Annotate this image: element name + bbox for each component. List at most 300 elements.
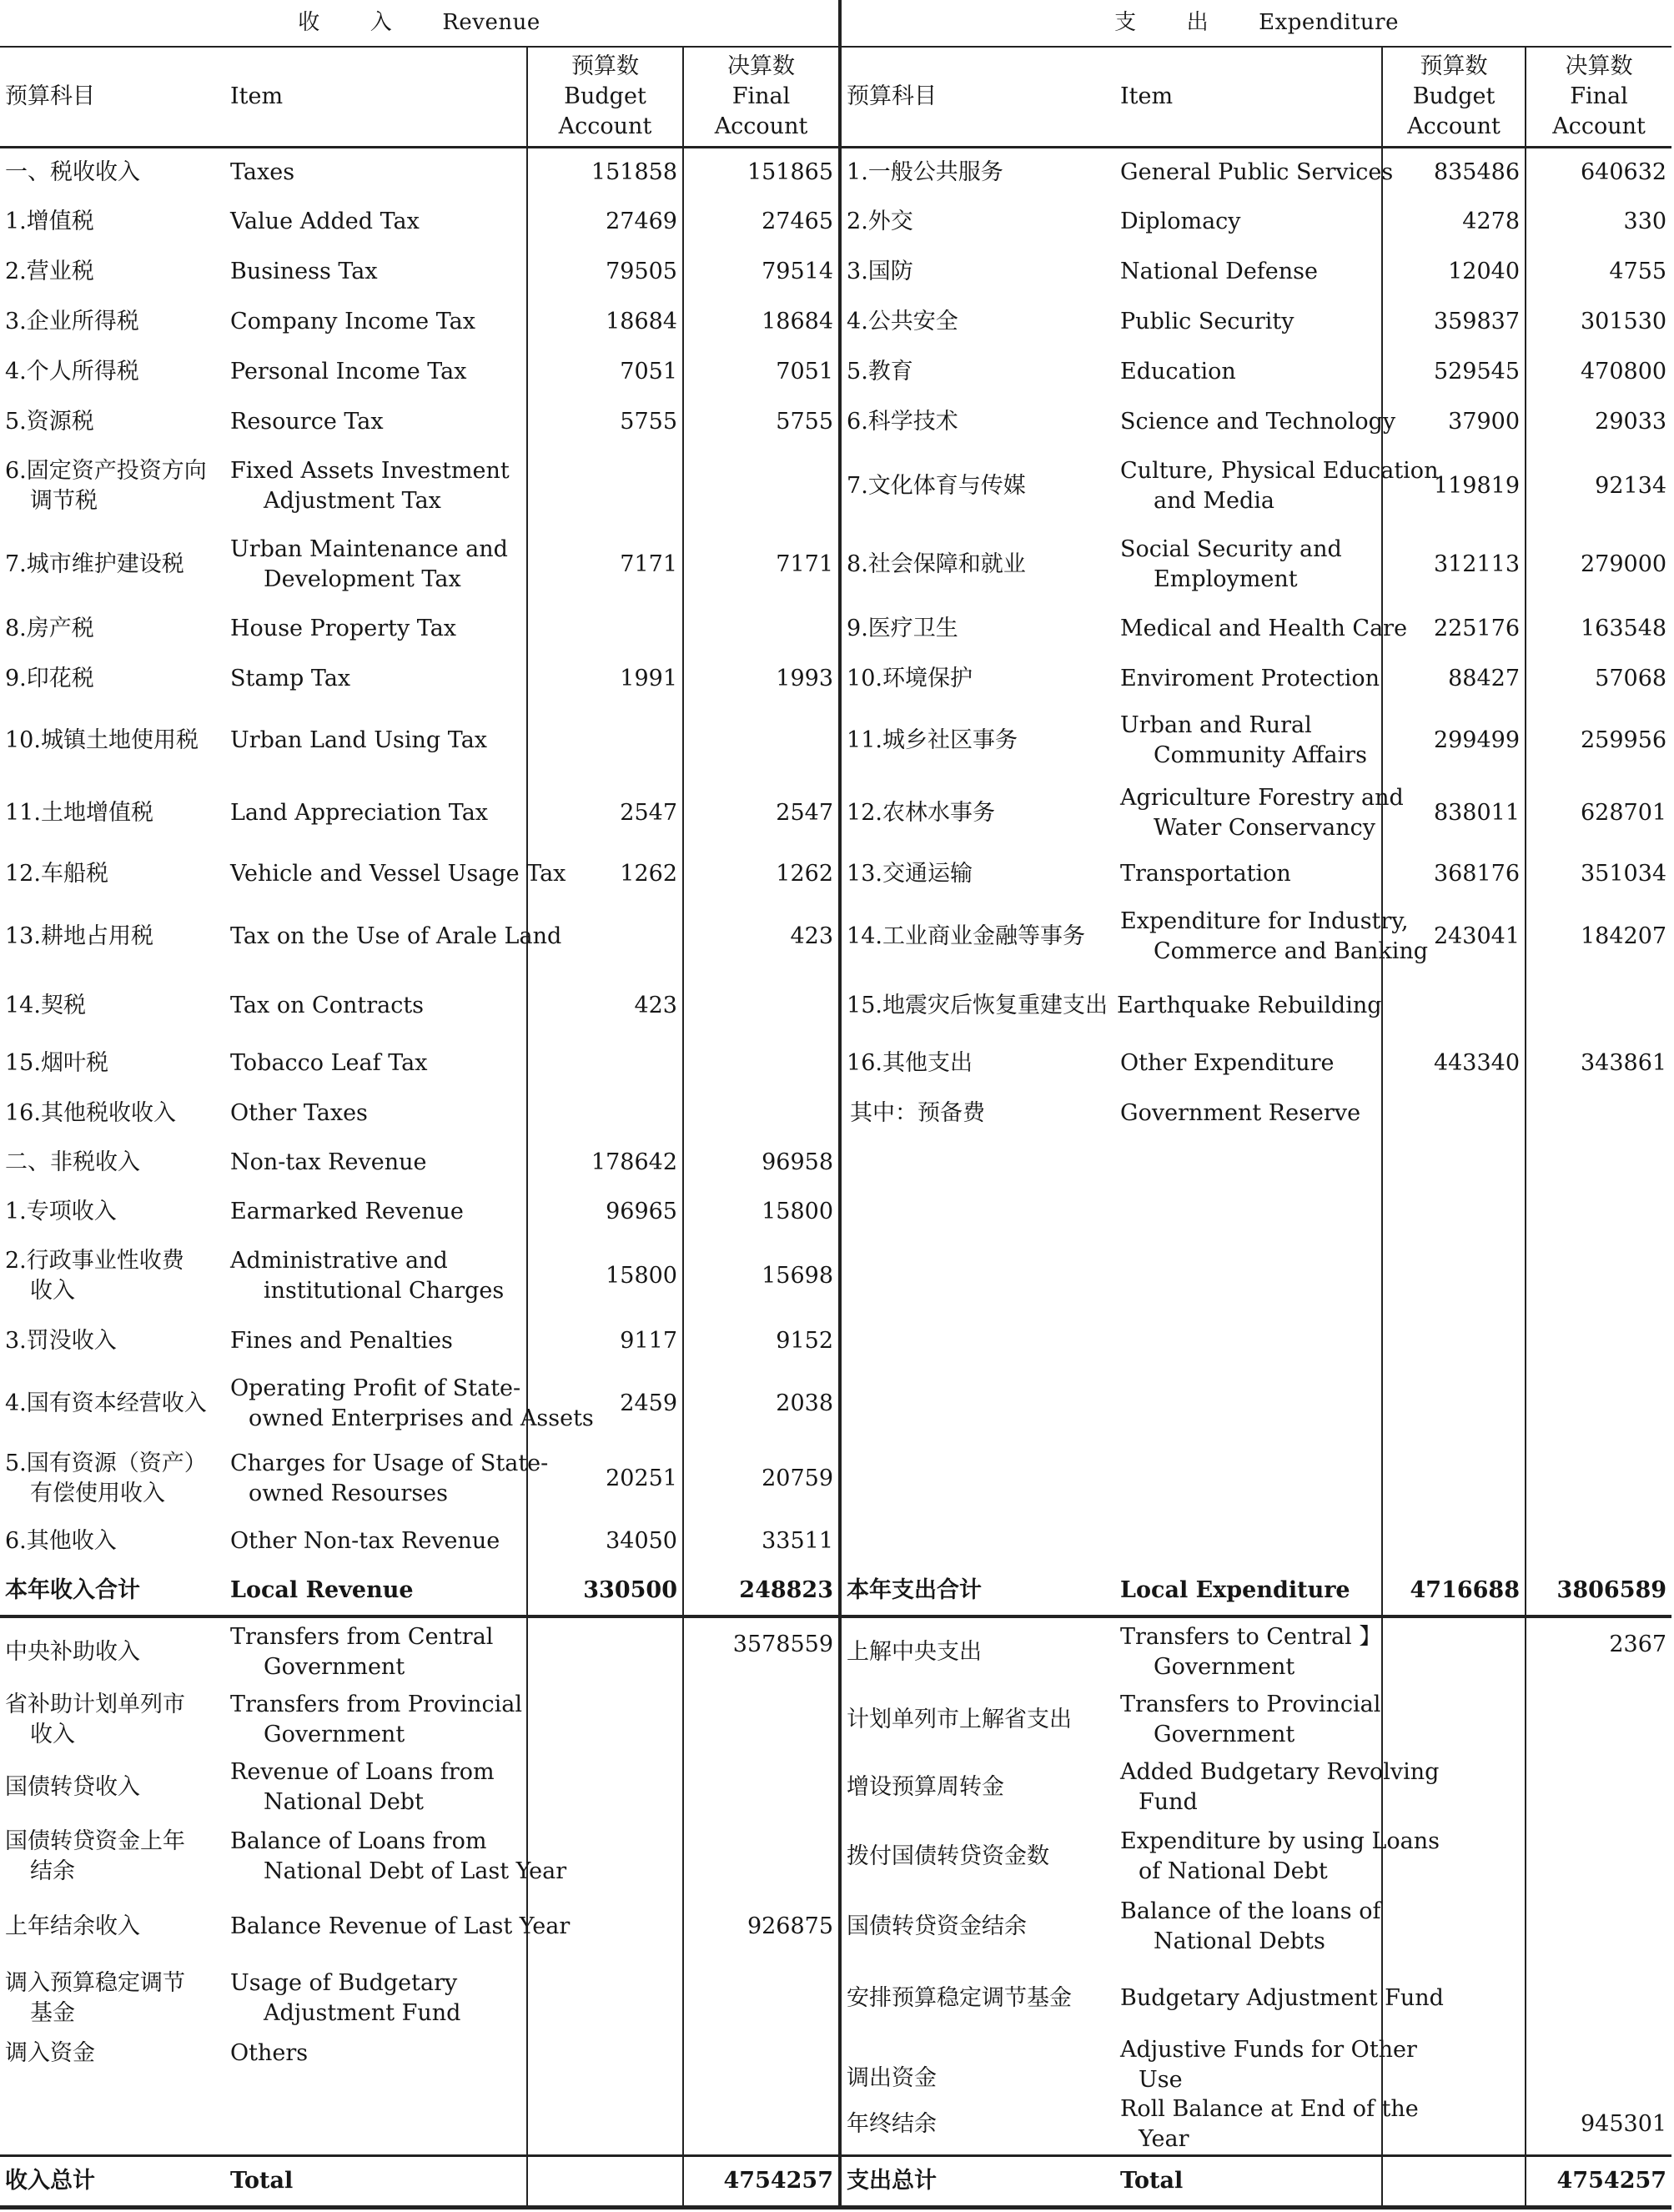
expenditure-item: Education xyxy=(1120,359,1236,385)
revenue-subject: 1.增值税 xyxy=(5,209,94,235)
expenditure-budget: 835486 xyxy=(1382,147,1526,197)
revenue-final: 423 xyxy=(683,899,840,974)
revenue-subject: 5.资源税 xyxy=(5,409,94,435)
expenditure-final: 163548 xyxy=(1526,604,1671,654)
expenditure-cn-char-2: 出 xyxy=(1186,10,1209,36)
revenue-budget: 151858 xyxy=(527,147,683,197)
revenue-final: 79514 xyxy=(683,247,840,297)
revenue-budget: 1991 xyxy=(527,654,683,704)
expenditure-final xyxy=(1526,1366,1671,1441)
expenditure-item: Medical and Health Care xyxy=(1120,616,1408,642)
revenue-final xyxy=(683,604,840,654)
expenditure-cn-char-1: 支 xyxy=(1114,10,1137,36)
revenue-subject: 5.国有资源（资产） 有偿使用收入 xyxy=(5,1450,207,1506)
revenue-final xyxy=(683,1962,840,2035)
expenditure-final: 29033 xyxy=(1526,397,1671,447)
table-row xyxy=(0,147,1671,197)
revenue-subject: 10.城镇土地使用税 xyxy=(5,727,199,754)
expenditure-subject: 支出总计 xyxy=(840,2155,1115,2207)
revenue-final xyxy=(683,704,840,777)
expenditure-final xyxy=(1526,1687,1671,1753)
revenue-item: Urban Maintenance and Development Tax xyxy=(230,536,508,592)
expenditure-subject xyxy=(840,1188,1115,1236)
column-header-row xyxy=(0,47,1671,147)
revenue-cn-char-1: 收 xyxy=(298,10,320,36)
expenditure-budget xyxy=(1382,1138,1526,1188)
revenue-budget: 1262 xyxy=(527,849,683,899)
expenditure-budget xyxy=(1382,1516,1526,1566)
table-row xyxy=(0,1089,1671,1138)
revenue-item: Charges for Usage of State- owned Resourses xyxy=(230,1450,549,1506)
expenditure-subject: 8.社会保障和就业 xyxy=(840,525,1115,604)
revenue-budget: 20251 xyxy=(527,1441,683,1516)
expenditure-final: 279000 xyxy=(1526,525,1671,604)
expenditure-item: National Defense xyxy=(1120,259,1319,285)
table-row xyxy=(0,777,1671,849)
col-item-en: Item xyxy=(225,47,527,147)
expenditure-item xyxy=(1115,1236,1382,1316)
expenditure-en-title: Expenditure xyxy=(1259,10,1399,36)
revenue-item xyxy=(225,2094,527,2155)
revenue-budget xyxy=(527,1962,683,2035)
revenue-subject: 收入总计 xyxy=(0,2155,225,2207)
revenue-item: Usage of Budgetary Adjustment Fund xyxy=(230,1970,461,2026)
revenue-final xyxy=(683,1089,840,1138)
expenditure-budget xyxy=(1382,974,1526,1038)
revenue-item: Others xyxy=(230,2040,309,2066)
expenditure-final xyxy=(1526,1236,1671,1316)
expenditure-subject: 7.文化体育与传媒 xyxy=(840,447,1115,525)
expenditure-item: Public Security xyxy=(1120,309,1294,335)
expenditure-item: Balance of the loans of National Debts xyxy=(1120,1898,1381,1954)
revenue-budget: 96965 xyxy=(527,1188,683,1236)
expenditure-item xyxy=(1115,1138,1382,1188)
revenue-final: 9152 xyxy=(683,1316,840,1366)
revenue-final: 151865 xyxy=(683,147,840,197)
expenditure-item: Transfers to Central 】 Government xyxy=(1115,1616,1382,1687)
revenue-subject: 4.个人所得税 xyxy=(5,359,139,385)
revenue-final: 27465 xyxy=(683,197,840,247)
revenue-subject: 7.城市维护建设税 xyxy=(5,551,184,578)
revenue-budget: 7051 xyxy=(527,347,683,397)
expenditure-final xyxy=(1526,1316,1671,1366)
expenditure-subject: 计划单列市上解省支出 xyxy=(840,1687,1115,1753)
revenue-item: Land Appreciation Tax xyxy=(230,800,489,827)
revenue-subject: 12.车船税 xyxy=(5,861,108,887)
revenue-budget xyxy=(527,1687,683,1753)
expenditure-budget: 368176 xyxy=(1382,849,1526,899)
table-row xyxy=(0,1038,1671,1089)
table-row xyxy=(0,1441,1671,1516)
expenditure-subject: 15.地震灾后恢复重建支出 xyxy=(840,974,1115,1038)
expenditure-item: Social Security and Employment xyxy=(1120,536,1342,592)
revenue-final: 1262 xyxy=(683,849,840,899)
expenditure-budget xyxy=(1382,1316,1526,1366)
revenue-subject: 二、非税收入 xyxy=(5,1149,140,1176)
expenditure-subject xyxy=(840,1366,1115,1441)
expenditure-subject xyxy=(840,1316,1115,1366)
expenditure-item: Local Expenditure xyxy=(1120,1577,1350,1604)
expenditure-item: Transfers to Provincial Government xyxy=(1120,1692,1381,1747)
revenue-subject: 15.烟叶税 xyxy=(5,1050,108,1077)
expenditure-final: 640632 xyxy=(1526,147,1671,197)
expenditure-item xyxy=(1115,1441,1382,1516)
revenue-item: Other Non-tax Revenue xyxy=(230,1528,500,1555)
expenditure-item: Government Reserve xyxy=(1120,1100,1361,1127)
revenue-budget: 330500 xyxy=(527,1566,683,1616)
revenue-final: 3578559 xyxy=(683,1616,840,1687)
table-row xyxy=(0,447,1671,525)
revenue-item: Operating Profit of State- owned Enterprises and Assets xyxy=(230,1375,594,1431)
expenditure-final xyxy=(1526,974,1671,1038)
revenue-subject: 国债转贷收入 xyxy=(5,1774,140,1801)
revenue-budget: 7171 xyxy=(527,525,683,604)
expenditure-item: Culture, Physical Education and Media xyxy=(1120,458,1439,514)
expenditure-budget: 359837 xyxy=(1382,297,1526,347)
expenditure-subject: 4.公共安全 xyxy=(840,297,1115,347)
expenditure-final: 945301 xyxy=(1526,2094,1671,2155)
expenditure-final xyxy=(1526,2035,1671,2094)
revenue-item: Urban Land Using Tax xyxy=(230,727,488,754)
revenue-item: Balance of Loans from National Debt of Last Year xyxy=(230,1828,567,1884)
expenditure-final: 57068 xyxy=(1526,654,1671,704)
revenue-subject: 调入预算稳定调节 基金 xyxy=(5,1970,185,2026)
revenue-item: Business Tax xyxy=(230,259,378,285)
expenditure-item: Added Budgetary Revolving Fund xyxy=(1120,1759,1440,1815)
expenditure-item xyxy=(1115,1366,1382,1441)
revenue-item: Value Added Tax xyxy=(230,209,420,235)
col-exp-budget: 预算数 Budget Account xyxy=(1382,47,1526,147)
revenue-final: 96958 xyxy=(683,1138,840,1188)
expenditure-subject: 13.交通运输 xyxy=(840,849,1115,899)
transfer-row xyxy=(0,1892,1671,1962)
revenue-en-title: Revenue xyxy=(442,10,540,36)
table-row xyxy=(0,1138,1671,1188)
expenditure-final xyxy=(1526,1516,1671,1566)
expenditure-subject: 12.农林水事务 xyxy=(840,777,1115,849)
expenditure-budget: 12040 xyxy=(1382,247,1526,297)
revenue-item: Tobacco Leaf Tax xyxy=(230,1050,428,1077)
table-row xyxy=(0,899,1671,974)
revenue-subject: 6.固定资产投资方向 调节税 xyxy=(5,458,207,514)
revenue-item: Company Income Tax xyxy=(230,309,475,335)
col-final: 决算数 Final Account xyxy=(683,47,840,147)
revenue-item: Non-tax Revenue xyxy=(230,1149,427,1176)
table-row xyxy=(0,1366,1671,1441)
transfer-row xyxy=(0,1822,1671,1892)
revenue-budget: 2547 xyxy=(527,777,683,849)
revenue-budget: 79505 xyxy=(527,247,683,297)
revenue-item: House Property Tax xyxy=(230,616,457,642)
revenue-budget: 423 xyxy=(527,974,683,1038)
table-row xyxy=(0,525,1671,604)
expenditure-final: 628701 xyxy=(1526,777,1671,849)
expenditure-item: Science and Technology xyxy=(1120,409,1396,435)
expenditure-item: Transportation xyxy=(1120,861,1291,887)
revenue-budget xyxy=(527,2035,683,2094)
expenditure-item: Earthquake Rebuilding xyxy=(1117,993,1382,1019)
table-row xyxy=(0,849,1671,899)
revenue-subject: 3.企业所得税 xyxy=(5,309,139,335)
expenditure-budget xyxy=(1382,1616,1526,1687)
expenditure-budget: 88427 xyxy=(1382,654,1526,704)
expenditure-subject: 调出资金 xyxy=(840,2035,1115,2094)
revenue-item: Transfers from Central Government xyxy=(225,1616,527,1687)
col-budget: 预算数 Budget Account xyxy=(527,47,683,147)
revenue-final xyxy=(683,2035,840,2094)
revenue-final: 248823 xyxy=(683,1566,840,1616)
expenditure-subject: 10.环境保护 xyxy=(840,654,1115,704)
expenditure-subject: 11.城乡社区事务 xyxy=(840,704,1115,777)
table-row xyxy=(0,197,1671,247)
expenditure-final: 470800 xyxy=(1526,347,1671,397)
revenue-subject: 4.国有资本经营收入 xyxy=(5,1390,207,1417)
expenditure-subject xyxy=(840,1441,1115,1516)
revenue-final: 20759 xyxy=(683,1441,840,1516)
expenditure-subject: 1.一般公共服务 xyxy=(840,147,1115,197)
revenue-budget xyxy=(527,1038,683,1089)
table-row xyxy=(0,397,1671,447)
revenue-final xyxy=(683,1687,840,1753)
local-total-row xyxy=(0,1566,1671,1616)
expenditure-section-title xyxy=(840,0,1671,47)
table-row xyxy=(0,1188,1671,1236)
revenue-item: Total xyxy=(225,2155,527,2207)
table-row xyxy=(0,704,1671,777)
revenue-item: Revenue of Loans from National Debt xyxy=(230,1759,495,1815)
expenditure-subject: 增设预算周转金 xyxy=(840,1753,1115,1822)
expenditure-item: Expenditure by using Loans of National Debt xyxy=(1120,1828,1440,1884)
revenue-final xyxy=(683,1753,840,1822)
revenue-subject: 11.土地增值税 xyxy=(5,800,153,827)
revenue-subject: 8.房产税 xyxy=(5,616,94,642)
revenue-subject: 国债转贷资金上年 结余 xyxy=(5,1828,185,1884)
transfer-row xyxy=(0,1753,1671,1822)
revenue-budget xyxy=(527,1616,683,1687)
expenditure-final xyxy=(1526,1892,1671,1962)
revenue-budget: 27469 xyxy=(527,197,683,247)
expenditure-subject: 6.科学技术 xyxy=(840,397,1115,447)
revenue-item: Administrative and institutional Charges xyxy=(230,1248,505,1304)
revenue-item: Vehicle and Vessel Usage Tax xyxy=(230,861,566,887)
revenue-final: 15698 xyxy=(683,1236,840,1316)
revenue-final xyxy=(683,1822,840,1892)
expenditure-item xyxy=(1115,1516,1382,1566)
expenditure-subject: 本年支出合计 xyxy=(840,1566,1115,1616)
expenditure-final xyxy=(1526,1188,1671,1236)
revenue-item: Taxes xyxy=(230,158,295,185)
expenditure-budget: 37900 xyxy=(1382,397,1526,447)
revenue-final: 1993 xyxy=(683,654,840,704)
revenue-budget: 9117 xyxy=(527,1316,683,1366)
revenue-item: Other Taxes xyxy=(230,1100,368,1127)
expenditure-final: 343861 xyxy=(1526,1038,1671,1089)
expenditure-final xyxy=(1526,1753,1671,1822)
revenue-final: 18684 xyxy=(683,297,840,347)
revenue-final: 7051 xyxy=(683,347,840,397)
revenue-final: 15800 xyxy=(683,1188,840,1236)
expenditure-subject: 3.国防 xyxy=(840,247,1115,297)
expenditure-subject: 其中：预备费 xyxy=(840,1089,1115,1138)
expenditure-item: Enviroment Protection xyxy=(1120,666,1380,692)
revenue-subject: 1.专项收入 xyxy=(5,1199,117,1225)
revenue-budget xyxy=(527,1089,683,1138)
revenue-subject: 2.行政事业性收费 收入 xyxy=(5,1248,184,1304)
expenditure-item: Urban and Rural Community Affairs xyxy=(1120,712,1367,768)
revenue-item: Stamp Tax xyxy=(230,666,351,692)
expenditure-budget: 243041 xyxy=(1382,899,1526,974)
expenditure-subject: 年终结余 xyxy=(840,2094,1115,2155)
table-row xyxy=(0,654,1671,704)
expenditure-final: 351034 xyxy=(1526,849,1671,899)
revenue-budget: 5755 xyxy=(527,397,683,447)
expenditure-subject: 上解中央支出 xyxy=(840,1616,1115,1687)
revenue-item: Tax on Contracts xyxy=(230,993,425,1019)
expenditure-final xyxy=(1526,1962,1671,2035)
revenue-item: Personal Income Tax xyxy=(230,359,467,385)
expenditure-budget: 119819 xyxy=(1382,447,1526,525)
expenditure-item xyxy=(1115,1316,1382,1366)
revenue-item: Tax on the Use of Arale Land xyxy=(230,923,562,950)
expenditure-budget: 4716688 xyxy=(1382,1566,1526,1616)
table-row xyxy=(0,347,1671,397)
expenditure-final: 4754257 xyxy=(1526,2155,1671,2207)
revenue-subject: 调入资金 xyxy=(5,2040,95,2066)
revenue-subject: 中央补助收入 xyxy=(0,1616,225,1687)
revenue-item: Earmarked Revenue xyxy=(230,1199,464,1225)
revenue-budget xyxy=(527,1753,683,1822)
expenditure-item: Roll Balance at End of the Year xyxy=(1120,2096,1419,2152)
expenditure-final: 301530 xyxy=(1526,297,1671,347)
revenue-subject: 3.罚没收入 xyxy=(5,1328,117,1355)
expenditure-final xyxy=(1526,1138,1671,1188)
revenue-subject: 省补助计划单列市 收入 xyxy=(5,1692,185,1747)
expenditure-subject xyxy=(840,1236,1115,1316)
revenue-section-title xyxy=(0,0,840,47)
expenditure-item: Expenditure for Industry, Commerce and Banking xyxy=(1120,908,1429,964)
expenditure-subject: 安排预算稳定调节基金 xyxy=(840,1962,1115,2035)
table-row xyxy=(0,1516,1671,1566)
expenditure-final: 2367 xyxy=(1526,1616,1671,1687)
expenditure-item: General Public Services xyxy=(1120,158,1394,185)
expenditure-subject: 16.其他支出 xyxy=(840,1038,1115,1089)
expenditure-budget xyxy=(1382,1236,1526,1316)
expenditure-final: 184207 xyxy=(1526,899,1671,974)
transfer-row xyxy=(0,2094,1671,2155)
revenue-subject: 16.其他税收收入 xyxy=(5,1100,176,1127)
revenue-subject: 14.契税 xyxy=(5,993,86,1019)
expenditure-budget: 312113 xyxy=(1382,525,1526,604)
revenue-budget: 34050 xyxy=(527,1516,683,1566)
revenue-final: 7171 xyxy=(683,525,840,604)
expenditure-budget: 225176 xyxy=(1382,604,1526,654)
expenditure-budget: 443340 xyxy=(1382,1038,1526,1089)
revenue-final: 2547 xyxy=(683,777,840,849)
grand-total-row xyxy=(0,2155,1671,2207)
revenue-final: 33511 xyxy=(683,1516,840,1566)
col-exp-final: 决算数 Final Account xyxy=(1526,47,1671,147)
transfer-row xyxy=(0,2035,1671,2094)
transfer-row xyxy=(0,1616,1671,1687)
expenditure-budget xyxy=(1382,1089,1526,1138)
expenditure-budget: 529545 xyxy=(1382,347,1526,397)
table-row xyxy=(0,604,1671,654)
table-row xyxy=(0,974,1671,1038)
expenditure-budget xyxy=(1382,1892,1526,1962)
table-row xyxy=(0,247,1671,297)
revenue-subject: 本年收入合计 xyxy=(5,1577,140,1604)
revenue-final: 926875 xyxy=(683,1892,840,1962)
expenditure-final xyxy=(1526,1441,1671,1516)
revenue-final: 4754257 xyxy=(683,2155,840,2207)
revenue-budget xyxy=(527,704,683,777)
revenue-cn-char-2: 入 xyxy=(369,10,393,36)
expenditure-item: Other Expenditure xyxy=(1120,1050,1335,1077)
expenditure-final: 330 xyxy=(1526,197,1671,247)
revenue-subject xyxy=(0,2094,225,2155)
revenue-final: 5755 xyxy=(683,397,840,447)
col-subject-cn: 预算科目 xyxy=(0,47,225,147)
revenue-item: Fixed Assets Investment Adjustment Tax xyxy=(230,458,510,514)
revenue-budget: 18684 xyxy=(527,297,683,347)
revenue-budget: 15800 xyxy=(527,1236,683,1316)
expenditure-final: 4755 xyxy=(1526,247,1671,297)
expenditure-budget xyxy=(1382,1441,1526,1516)
revenue-item: Fines and Penalties xyxy=(230,1328,453,1355)
expenditure-subject: 5.教育 xyxy=(840,347,1115,397)
revenue-final: 2038 xyxy=(683,1366,840,1441)
table-row xyxy=(0,1316,1671,1366)
expenditure-subject: 9.医疗卫生 xyxy=(840,604,1115,654)
expenditure-final xyxy=(1526,1822,1671,1892)
revenue-item: Resource Tax xyxy=(230,409,384,435)
revenue-subject: 2.营业税 xyxy=(5,259,94,285)
revenue-final xyxy=(683,447,840,525)
expenditure-budget: 299499 xyxy=(1382,704,1526,777)
transfer-row xyxy=(0,1962,1671,2035)
expenditure-item xyxy=(1115,1188,1382,1236)
table-row xyxy=(0,1236,1671,1316)
revenue-final xyxy=(683,2094,840,2155)
expenditure-subject: 国债转贷资金结余 xyxy=(840,1892,1115,1962)
expenditure-budget: 4278 xyxy=(1382,197,1526,247)
revenue-budget: 178642 xyxy=(527,1138,683,1188)
revenue-subject: 6.其他收入 xyxy=(5,1528,117,1555)
revenue-budget xyxy=(527,447,683,525)
revenue-item: Balance Revenue of Last Year xyxy=(230,1913,571,1940)
revenue-subject: 13.耕地占用税 xyxy=(5,923,153,950)
revenue-final xyxy=(683,1038,840,1089)
expenditure-subject xyxy=(840,1516,1115,1566)
expenditure-item: Budgetary Adjustment Fund xyxy=(1120,1985,1444,2012)
expenditure-final: 259956 xyxy=(1526,704,1671,777)
revenue-budget xyxy=(527,2094,683,2155)
expenditure-budget xyxy=(1382,2155,1526,2207)
revenue-budget xyxy=(527,604,683,654)
expenditure-item: Total xyxy=(1115,2155,1382,2207)
expenditure-subject: 拨付国债转贷资金数 xyxy=(840,1822,1115,1892)
expenditure-subject xyxy=(840,1138,1115,1188)
revenue-item: Local Revenue xyxy=(230,1577,414,1604)
transfer-row xyxy=(0,1687,1671,1753)
expenditure-budget xyxy=(1382,1366,1526,1441)
revenue-budget xyxy=(527,2155,683,2207)
expenditure-budget: 838011 xyxy=(1382,777,1526,849)
revenue-subject: 一、税收收入 xyxy=(5,158,140,185)
expenditure-final: 92134 xyxy=(1526,447,1671,525)
revenue-budget: 2459 xyxy=(527,1366,683,1441)
revenue-final xyxy=(683,974,840,1038)
